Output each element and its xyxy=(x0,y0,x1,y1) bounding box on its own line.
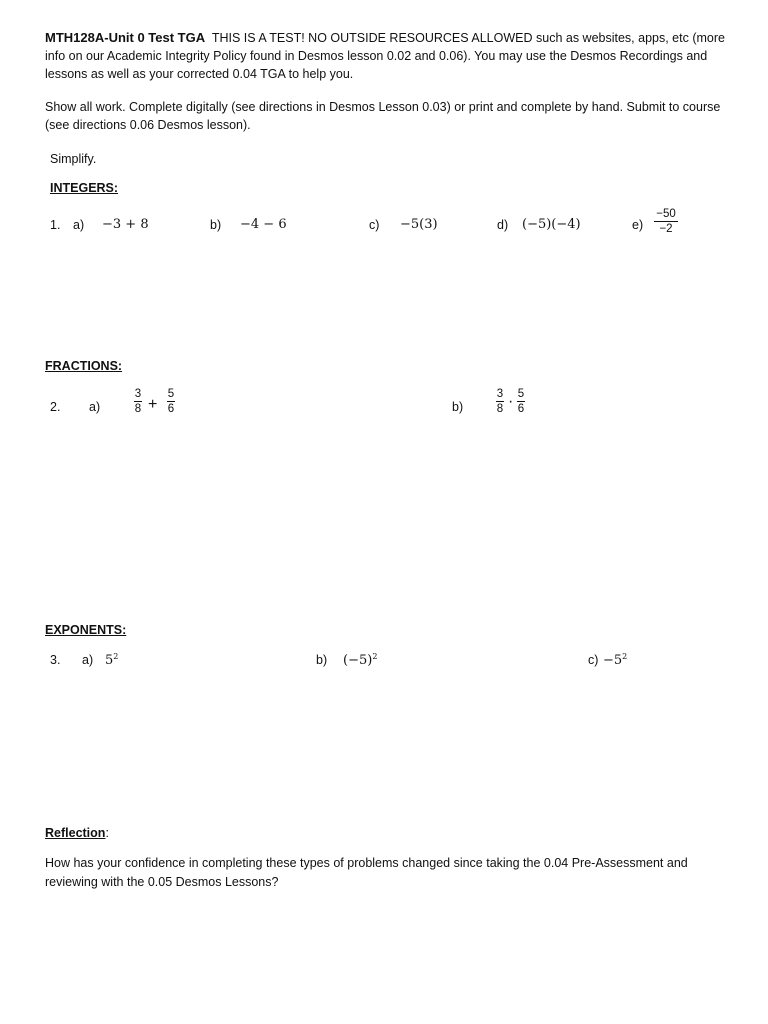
problem-2a-fraction-2 xyxy=(167,388,175,415)
test-title: MTH128A-Unit 0 Test TGA xyxy=(45,30,206,45)
simplify-label: Simplify. xyxy=(50,152,97,166)
denominator: 8 xyxy=(496,403,504,415)
exponent: 2 xyxy=(622,652,628,661)
intro-paragraph xyxy=(45,29,735,83)
problem-1e-denominator: −2 xyxy=(659,223,673,235)
problem-3b-label: b) xyxy=(316,653,328,667)
reflection-heading: Reflection xyxy=(45,826,106,840)
fraction-bar xyxy=(517,401,525,402)
problem-3-number: 3. xyxy=(50,653,61,667)
plus-operator: + xyxy=(148,396,158,413)
problem-1c-expression: −5(3) xyxy=(400,217,438,232)
fraction-bar xyxy=(654,221,678,222)
problem-2b-fraction-1 xyxy=(496,388,504,415)
problem-1e-label: e) xyxy=(632,218,644,232)
problem-2a-label: a) xyxy=(89,400,101,414)
numerator: 5 xyxy=(517,388,525,400)
problem-1d-expression: (−5)(−4) xyxy=(522,217,581,232)
instructions-paragraph: Show all work. Complete digitally (see directions in Desmos Lesson 0.03) or print and complete by hand. Submit to course (see directions 0.06 Desmos lesson). xyxy=(45,100,721,132)
numerator: 5 xyxy=(167,388,175,400)
denominator: 8 xyxy=(134,403,142,415)
exponent: 2 xyxy=(113,652,119,661)
problem-1b-expression: −4 − 6 xyxy=(240,217,287,232)
problem-2b-fraction-2 xyxy=(517,388,525,415)
fraction-bar xyxy=(496,401,504,402)
problem-3c-expression xyxy=(603,652,627,668)
base: 5 xyxy=(105,653,114,668)
problem-1c-label: c) xyxy=(369,218,380,232)
problem-1a-label: a) xyxy=(73,218,85,232)
denominator: 6 xyxy=(517,403,525,415)
problem-2-number: 2. xyxy=(50,400,61,414)
base: −5 xyxy=(603,653,623,668)
problem-1b-label: b) xyxy=(210,218,222,232)
problem-3a-label: a) xyxy=(82,653,94,667)
problem-1d-label: d) xyxy=(497,218,509,232)
numerator: 3 xyxy=(496,388,504,400)
base: (−5) xyxy=(343,653,373,668)
problem-1-number: 1. xyxy=(50,218,61,232)
problem-3b-expression xyxy=(343,652,377,668)
problem-1e-numerator: −50 xyxy=(656,208,676,220)
reflection-question: How has your confidence in completing these types of problems changed since taking the 0.04 Pre-Assessment and reviewing with the 0.05 Desmos Lessons? xyxy=(45,856,688,889)
exponent: 2 xyxy=(372,652,378,661)
problem-1a-expression: −3 + 8 xyxy=(102,217,149,232)
reflection-colon: : xyxy=(105,826,109,840)
denominator: 6 xyxy=(167,403,175,415)
reflection-heading-line xyxy=(45,826,109,840)
fraction-bar xyxy=(167,401,175,402)
problem-1e-fraction xyxy=(654,208,678,235)
problem-3a-expression xyxy=(105,652,118,668)
problem-2a-fraction-1 xyxy=(134,388,142,415)
fractions-heading: FRACTIONS: xyxy=(45,359,123,373)
fraction-bar xyxy=(134,401,142,402)
exponents-heading: EXPONENTS: xyxy=(45,623,127,637)
intro-text: THIS IS A TEST! NO OUTSIDE RESOURCES ALLOWED such as websites, apps, etc (more info on our Academic Integrity Policy found in Desmos lesson 0.02 and 0.06). You may use the Desmos Recordings and lessons as well as your corrected 0.04 TGA to help you. xyxy=(45,31,725,81)
integers-heading: INTEGERS: xyxy=(50,181,119,195)
numerator: 3 xyxy=(134,388,142,400)
problem-2b-label: b) xyxy=(452,400,464,414)
problem-3c-label: c) xyxy=(588,653,599,667)
dot-operator: · xyxy=(508,393,514,410)
